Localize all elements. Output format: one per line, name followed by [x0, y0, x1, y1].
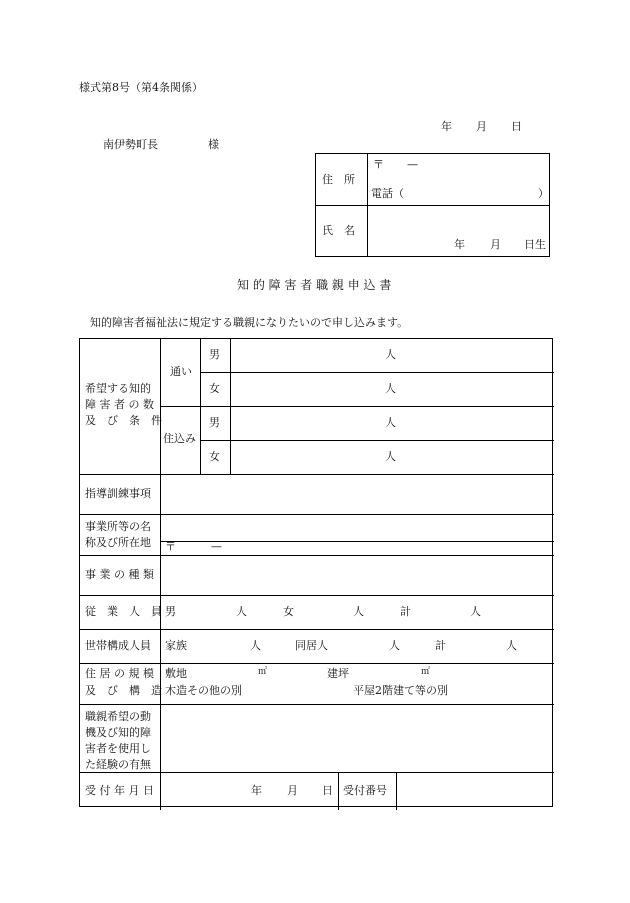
office-postal-dash: —: [211, 540, 222, 553]
motive-label-line-1: 職親希望の動: [85, 710, 151, 723]
intro-sentence: 知的障害者福祉法に規定する職親になりたいので申し込みます。: [90, 316, 409, 329]
residence-building-area: 建坪: [327, 667, 349, 680]
residence-structure: 木造その他の別: [165, 684, 242, 697]
office-label-line-2: 称及び所在地: [85, 536, 151, 549]
applicant-postal-dash: —: [407, 158, 418, 171]
motive-label-line-3: 害者を使用し: [85, 742, 151, 755]
motive-label-line-4: た経験の有無: [85, 758, 151, 771]
reception-number-label: 受付番号: [343, 784, 387, 797]
employees-label: 従 業 人 員: [85, 605, 162, 618]
training-label: 指導訓練事項: [85, 487, 151, 500]
employees-female: 女: [283, 605, 294, 618]
household-total: 計: [435, 639, 446, 652]
business-type-label: 事 業 の 種 類: [85, 568, 154, 581]
date-year-label: 年: [441, 120, 452, 133]
reception-date-label: 受 付 年 月 日: [85, 784, 154, 797]
reception-day: 日: [322, 784, 333, 797]
residence-site: 敷地: [165, 667, 187, 680]
reception-month: 月: [287, 784, 298, 797]
birth-day-label: 日生: [524, 238, 546, 251]
commute-label: 通い: [170, 365, 192, 378]
phone-label: 電話（: [371, 187, 404, 200]
residence-label-line-1: 住 居 の 規 模: [85, 667, 154, 680]
live-in-male-label: 男: [209, 416, 220, 429]
live-in-label: 住込み: [163, 432, 196, 445]
birth-year-label: 年: [454, 238, 465, 251]
employees-total: 計: [400, 605, 411, 618]
office-postal-mark: 〒: [165, 540, 176, 553]
applicant-box: [315, 153, 550, 257]
live-in-female-unit: 人: [385, 450, 396, 463]
residence-site-unit: ㎡: [258, 667, 268, 677]
date-day-label: 日: [511, 120, 522, 133]
document-title: 知 的 障 害 者 職 親 申 込 書: [237, 278, 392, 292]
commute-female-label: 女: [209, 382, 220, 395]
desired-label-line-3: 及 び 条 件: [85, 414, 162, 427]
residence-building-area-unit: ㎡: [421, 667, 431, 677]
reception-year: 年: [251, 784, 262, 797]
household-family-unit: 人: [250, 639, 261, 652]
address-label: 住 所: [322, 173, 355, 186]
commute-female-unit: 人: [385, 382, 396, 395]
addressee-honorific: 様: [208, 138, 219, 151]
household-cohabitant-unit: 人: [389, 639, 400, 652]
addressee-name: 南伊勢町長: [103, 138, 158, 151]
form-number: 様式第8号（第4条関係）: [79, 81, 203, 94]
employees-total-unit: 人: [470, 605, 481, 618]
residence-label-line-2: 及 び 構 造: [85, 684, 162, 697]
household-family: 家族: [165, 639, 187, 652]
desired-label-line-1: 希望する知的: [85, 382, 151, 395]
live-in-male-unit: 人: [385, 416, 396, 429]
phone-close: ）: [538, 187, 549, 200]
desired-label-line-2: 障 害 者 の 数: [85, 398, 154, 411]
household-cohabitant: 同居人: [295, 639, 328, 652]
employees-male: 男: [165, 605, 176, 618]
residence-floors: 平屋2階建て等の別: [353, 684, 448, 697]
employees-female-unit: 人: [353, 605, 364, 618]
commute-male-label: 男: [209, 348, 220, 361]
office-label-line-1: 事業所等の名: [85, 520, 151, 533]
live-in-female-label: 女: [209, 450, 220, 463]
household-total-unit: 人: [506, 639, 517, 652]
commute-male-unit: 人: [385, 348, 396, 361]
applicant-postal-mark: 〒: [373, 158, 384, 171]
date-month-label: 月: [476, 120, 487, 133]
name-label: 氏 名: [322, 224, 355, 237]
household-label: 世帯構成人員: [85, 639, 151, 652]
birth-month-label: 月: [490, 238, 501, 251]
motive-label-line-2: 機及び知的障: [85, 726, 151, 739]
employees-male-unit: 人: [236, 605, 247, 618]
